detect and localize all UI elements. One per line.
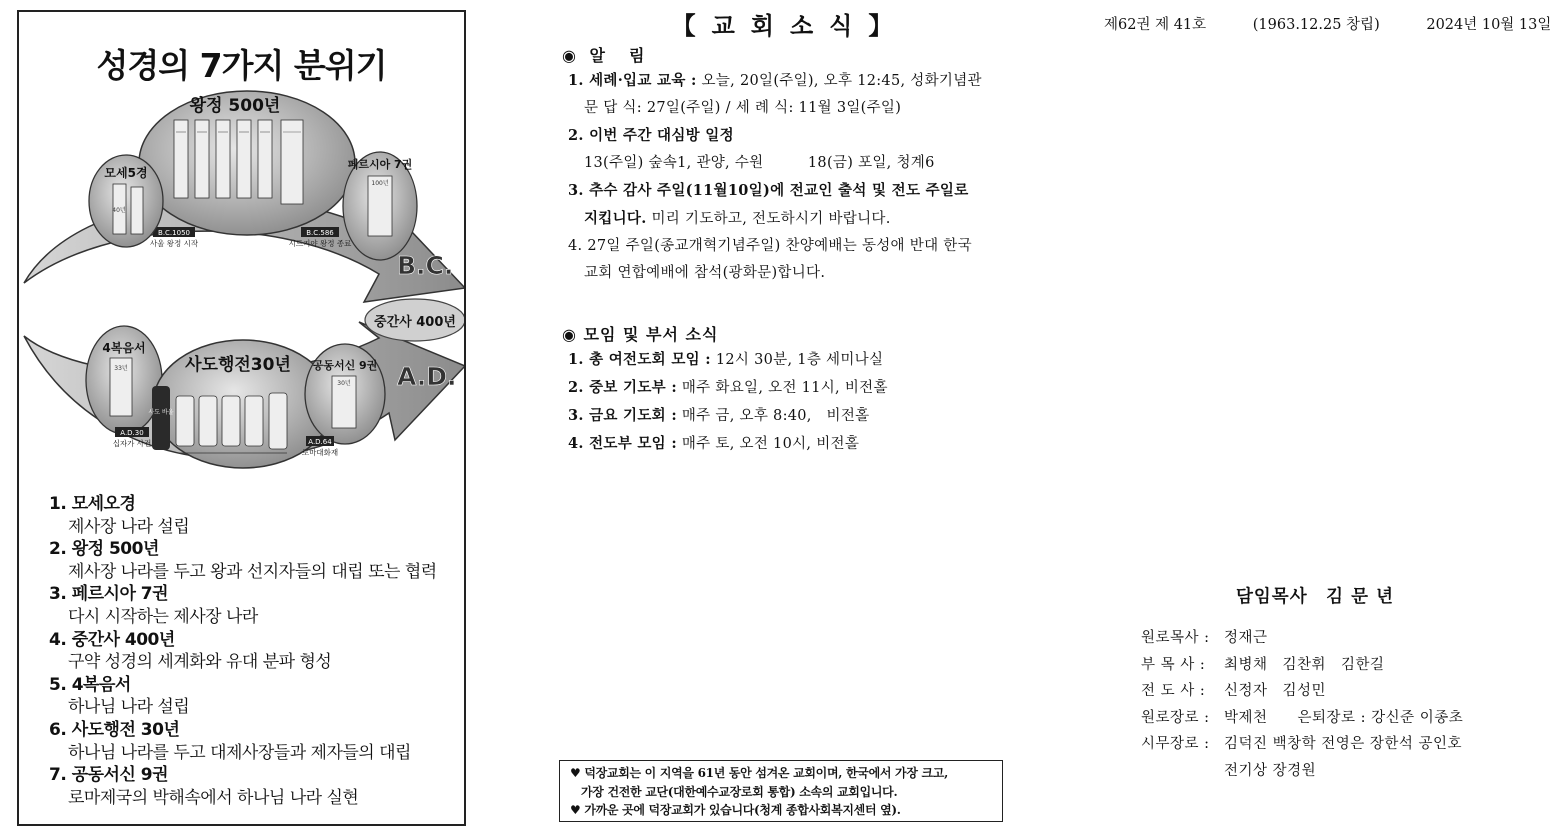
staff-row	[1141, 625, 1463, 652]
announcement-title: 3. 추수 감사 주일(11월10일)에 전교인 출석 및 전도 주일로	[568, 182, 969, 199]
announcement-title: 2. 이번 주간 대심방 일정	[568, 127, 734, 144]
staff-names: 전기상 장경원	[1224, 762, 1317, 779]
moses-cell: 40년	[112, 207, 126, 214]
epistles-label: 공동서신 9권	[312, 359, 378, 372]
announcement-item: 4. 27일 주일(종교개혁기념주일) 찬양예배는 동성애 반대 한국	[568, 238, 972, 254]
summary-desc: 다시 시작하는 제사장 나라	[68, 606, 258, 627]
staff-row	[1141, 758, 1463, 785]
group-news-list	[568, 346, 888, 458]
summary-desc: 로마제국의 박해속에서 하나님 나라 실현	[68, 787, 359, 808]
group-news-title: 1. 총 여전도회 모임 :	[568, 351, 711, 368]
bulletin-date: 2024년 10월 13일	[1426, 17, 1551, 33]
staff-role: 전 도 사 :	[1141, 683, 1206, 699]
staff-row	[1141, 731, 1463, 758]
group-news-text: 12시 30분, 1층 세미나실	[710, 352, 884, 368]
group-news-item	[568, 402, 888, 430]
bc586-caption: 시드기야 왕정 종료	[288, 239, 352, 248]
summary-desc: 제사장 나라를 두고 왕과 선지자들의 대립 또는 협력	[68, 561, 437, 582]
announcement-subline: 13(주일) 숲속1, 관양, 수원 18(금) 포일, 청계6	[584, 155, 935, 171]
announcement-subline: 문 답 식: 27일(주일) / 세 례 식: 11월 3일(주일)	[584, 100, 902, 116]
group-news-title: 4. 전도부 모임 :	[568, 435, 677, 452]
announcement-list	[568, 67, 982, 287]
staff-list	[1141, 625, 1463, 784]
bulletin-header-info	[1104, 13, 1551, 34]
announcement-text: 미리 기도하고, 전도하시기 바랍니다.	[646, 211, 891, 227]
ad30-label: A.D.30	[120, 429, 144, 437]
group-news-text: 매주 금, 오후 8:40, 비전홀	[676, 408, 870, 424]
ad64-caption: 로마대화재	[301, 448, 339, 457]
summary-item	[49, 719, 459, 764]
summary-desc: 구약 성경의 세계화와 유대 분파 형성	[68, 652, 332, 673]
bc1050-caption: 사울 왕정 시작	[149, 239, 199, 248]
intro-line: 가장 건전한 교단(대한예수교장로회 통합) 소속의 교회입니다.	[581, 784, 898, 799]
epistle-cell: 30년	[337, 380, 351, 387]
era-summary-list	[49, 493, 459, 809]
intro-line: ♥ 덕장교회는 이 지역을 61년 동안 섬겨온 교회이며, 한국에서 가장 크고,	[570, 766, 948, 780]
summary-title: 5. 4복음서	[49, 674, 131, 695]
group-news-text: 매주 화요일, 오전 11시, 비전홀	[676, 380, 888, 396]
announcement-heading: ◉ 알 림	[562, 46, 649, 65]
staff-role: 원로목사 :	[1141, 630, 1210, 646]
announcement-subline: 교회 연합예배에 참석(광화문)합니다.	[584, 265, 826, 281]
ad-label: A.D.	[397, 362, 457, 391]
moses-label: 모세5경	[104, 166, 148, 180]
staff-row	[1141, 652, 1463, 679]
church-news-title: 【교회소식】	[671, 11, 909, 40]
staff-role: 원로장로 :	[1141, 709, 1210, 726]
staff-names: 최병채 김찬휘 김한길	[1224, 656, 1385, 673]
ad30-caption: 십자가 사건	[112, 439, 152, 448]
summary-title: 4. 중간사 400년	[49, 629, 175, 650]
summary-item	[49, 674, 459, 719]
announcement-subline	[568, 205, 982, 233]
acts-columns	[176, 393, 287, 449]
group-news-heading: ◉ 모임 및 부서 소식	[562, 325, 719, 344]
staff-row	[1141, 678, 1463, 705]
staff-role: 시무장로 :	[1141, 736, 1210, 752]
summary-item	[49, 493, 459, 538]
royal-label: 왕정 500년	[189, 96, 281, 116]
announcement-title: 1. 세례·입교 교육 :	[568, 72, 697, 89]
staff-names: 신정자 김성민	[1224, 683, 1327, 699]
persia-label: 페르시아 7권	[347, 158, 413, 171]
announcement-text: 오늘, 20일(주일), 오후 12:45, 성화기념관	[696, 73, 982, 89]
church-intro-box	[559, 760, 1003, 822]
panel-title: 성경의 7가지 분위기	[96, 46, 387, 85]
summary-title: 6. 사도행전 30년	[49, 719, 180, 740]
intertestament-label: 중간사 400년	[374, 315, 456, 330]
staff-row	[1141, 705, 1463, 732]
summary-item	[49, 538, 459, 583]
persia-cell: 100년	[371, 180, 389, 187]
gospel-cell: 33년	[114, 365, 128, 372]
founded-date: (1963.12.25 창립)	[1252, 17, 1380, 33]
gospels-label: 4복음서	[102, 341, 146, 355]
intro-line: ♥ 가까운 곳에 덕장교회가 있습니다(청계 종합사회복지센터 옆).	[570, 803, 901, 817]
volume-number: 제62권 제 41호	[1104, 17, 1207, 33]
group-news-item	[568, 374, 888, 402]
acts-cell: 사도 바울	[148, 409, 174, 416]
bible-overview-panel	[17, 10, 466, 826]
group-news-item	[568, 430, 888, 458]
group-news-title: 3. 금요 기도회 :	[568, 407, 677, 424]
group-news-title: 2. 중보 기도부 :	[568, 379, 677, 396]
bc586-label: B.C.586	[306, 229, 334, 237]
staff-role: 부 목 사 :	[1141, 656, 1206, 673]
summary-title: 1. 모세오경	[49, 494, 136, 514]
summary-item	[49, 629, 459, 674]
summary-desc: 하나님 나라 설립	[68, 697, 190, 718]
summary-desc: 하나님 나라를 두고 대제사장들과 제자들의 대립	[68, 742, 411, 763]
summary-item	[49, 583, 459, 628]
group-news-text: 매주 토, 오전 10시, 비전홀	[676, 436, 860, 452]
summary-item	[49, 764, 459, 809]
summary-title: 3. 페르시아 7권	[49, 584, 169, 605]
senior-pastor: 담임목사 김 문 년	[1236, 587, 1395, 607]
acts-label: 사도행전30년	[185, 355, 291, 375]
staff-names: 박제천 은퇴장로 : 강신준 이종초	[1224, 709, 1464, 726]
announcement-title: 지킵니다.	[584, 210, 647, 227]
summary-title: 7. 공동서신 9권	[49, 765, 169, 786]
ad64-label: A.D.64	[308, 438, 332, 446]
group-news-item	[568, 346, 888, 374]
bible-timeline-diagram	[19, 88, 466, 488]
announcement-item	[568, 122, 982, 150]
announcement-item	[568, 177, 982, 205]
bc1050-label: B.C.1050	[158, 229, 190, 237]
staff-names: 정재근	[1224, 630, 1268, 646]
summary-desc: 제사장 나라 설립	[68, 516, 190, 537]
announcement-item	[568, 67, 982, 95]
bc-label: B.C.	[397, 251, 454, 280]
summary-title: 2. 왕정 500년	[49, 539, 159, 560]
staff-names: 김덕진 백창학 전영은 장한석 공인호	[1224, 736, 1463, 752]
